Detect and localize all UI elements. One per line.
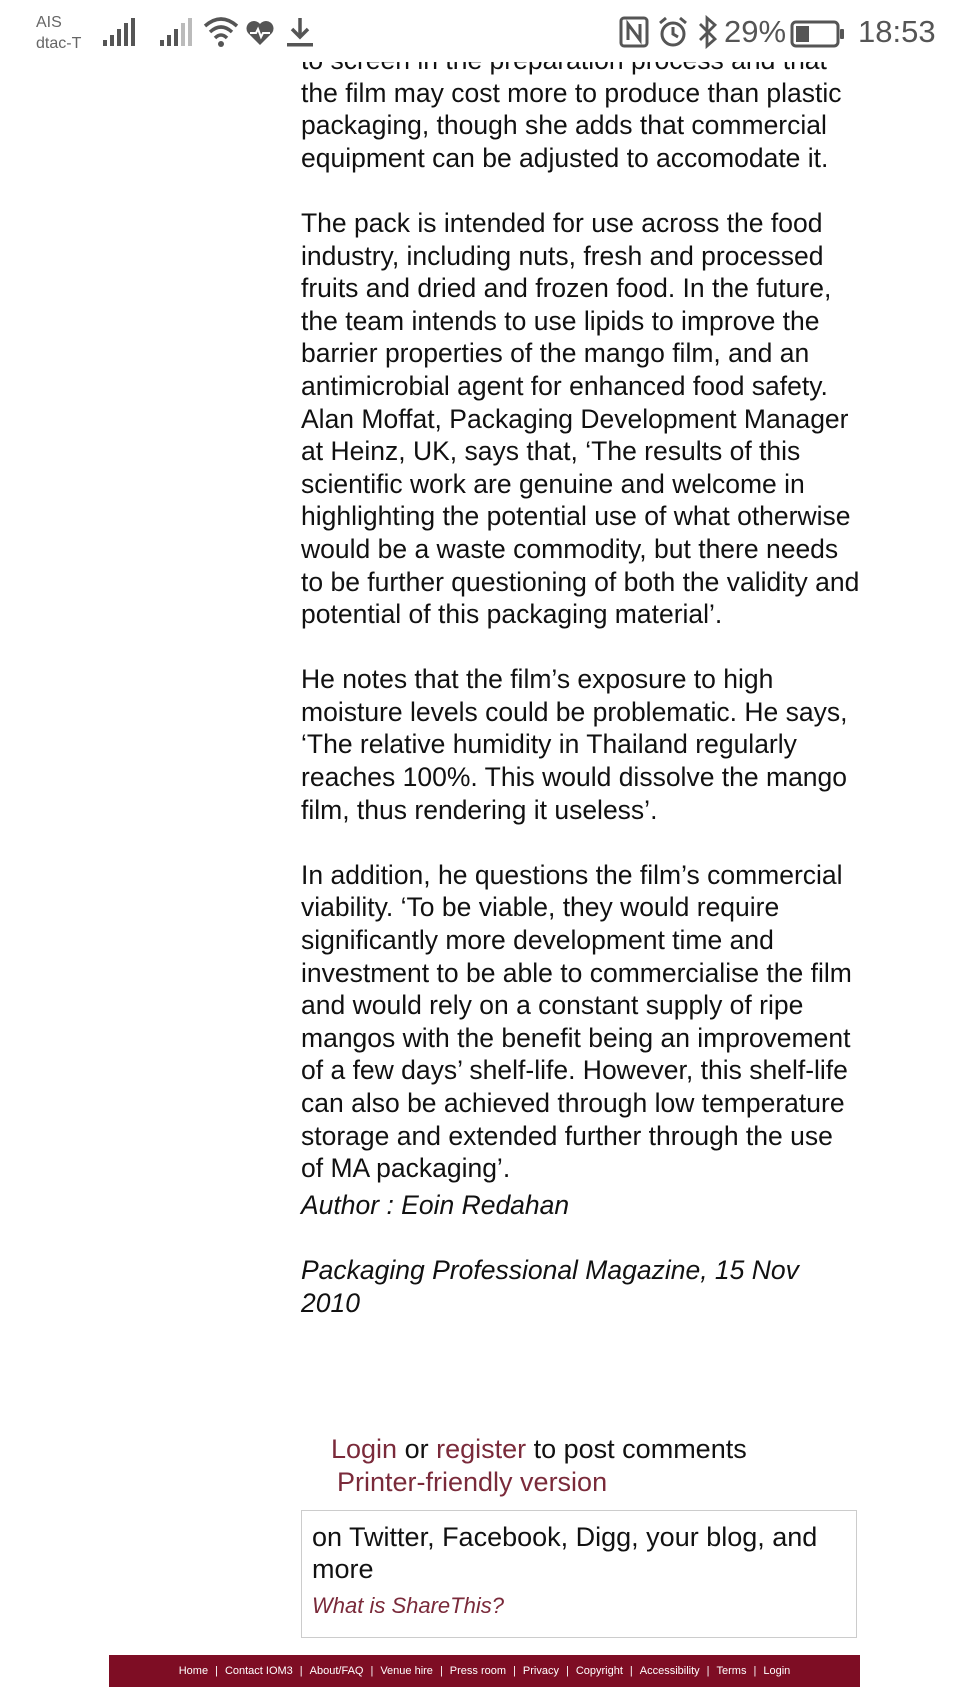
- article-author: Author : Eoin Redahan: [301, 1189, 570, 1220]
- printer-friendly: [337, 1466, 607, 1499]
- carrier-label: [36, 12, 81, 54]
- sharethis-box: [301, 1510, 857, 1638]
- login-link[interactable]: Login: [331, 1434, 398, 1464]
- footer-link-contact[interactable]: Contact IOM3: [224, 1665, 293, 1677]
- article-source: Packaging Professional Magazine, 15 Nov 2010: [301, 1254, 799, 1318]
- footer-separator: |: [565, 1665, 569, 1677]
- signal-weak-icon: [160, 18, 194, 46]
- footer-nav: [109, 1655, 860, 1687]
- footer-link-accessibility[interactable]: Accessibility: [639, 1665, 700, 1677]
- heart-icon: [245, 20, 275, 46]
- nfc-icon: [619, 16, 649, 48]
- alarm-icon: [657, 16, 689, 48]
- post-comments-text: to post comments: [526, 1434, 747, 1464]
- footer-link-privacy[interactable]: Privacy: [522, 1665, 559, 1677]
- footer-separator: |: [439, 1665, 443, 1677]
- what-is-sharethis-link[interactable]: What is ShareThis?: [312, 1593, 504, 1618]
- article-paragraph: the film may cost more to produce than plastic packaging, though she adds that commercial equipment can be adjusted to accomodate it.: [301, 77, 842, 173]
- footer-separator: |: [215, 1665, 218, 1677]
- footer-separator: |: [629, 1665, 633, 1677]
- status-bar: [0, 0, 960, 62]
- download-icon: [285, 16, 315, 48]
- footer-link-about[interactable]: About/FAQ: [309, 1665, 364, 1677]
- register-link[interactable]: register: [436, 1434, 527, 1464]
- battery-icon: [790, 20, 846, 48]
- footer-link-venue-hire[interactable]: Venue hire: [380, 1665, 433, 1677]
- footer-separator: |: [513, 1665, 516, 1677]
- footer-link-terms[interactable]: Terms: [716, 1665, 747, 1677]
- clock: 18:53: [858, 14, 936, 49]
- battery-percent: 29%: [724, 14, 787, 49]
- footer-separator: |: [370, 1665, 374, 1677]
- article-paragraph: He notes that the film’s exposure to high moisture levels could be problematic. He says, ‘The relative humidity in Thailand regularly reaches 100%. This would dissolve the mango film, thus rendering it useless’.: [301, 664, 848, 825]
- article-paragraph: In addition, he questions the film’s commercial viability. ‘To be viable, they would require significantly more development time and investment to be able to commercialise the film and would rely on a constant supply of ripe mangos with the benefit being an improvement of a few days’ shelf-life. However, this shelf-life can also be achieved through low temperature storage and extended further through the use of MA packaging’.: [301, 859, 852, 1184]
- carrier-line-2: dtac-T: [36, 35, 82, 52]
- comment-links: [331, 1433, 747, 1466]
- share-text: on Twitter, Facebook, Digg, your blog, and more: [312, 1522, 818, 1584]
- footer-separator: |: [753, 1665, 757, 1677]
- footer-separator: |: [299, 1665, 303, 1677]
- signal-icon: [103, 18, 137, 46]
- footer-link-press-room[interactable]: Press room: [449, 1665, 507, 1677]
- footer-link-login[interactable]: Login: [763, 1665, 791, 1677]
- wifi-icon: [203, 16, 239, 48]
- footer-separator: |: [706, 1665, 710, 1677]
- carrier-line-1: AIS: [36, 14, 62, 31]
- printer-friendly-link[interactable]: Printer-friendly version: [337, 1467, 608, 1497]
- article-body: [301, 44, 861, 1352]
- or-text: or: [397, 1434, 437, 1464]
- footer-link-home[interactable]: Home: [178, 1665, 209, 1677]
- bluetooth-icon: [697, 15, 719, 49]
- article-paragraph: The pack is intended for use across the food industry, including nuts, fresh and processed fruits and dried and frozen food. In the future, the team intends to use lipids to improve the barrier properties of the mango film, and an antimicrobial agent for enhanced food safety. Alan Moffat, Packaging Development Manager at Heinz, UK, says that, ‘The results of this scientific work are genuine and welcome in highlighting the potential use of what otherwise would be a waste commodity, but there needs to be further questioning of both the validity and potential of this packaging material’.: [301, 207, 860, 630]
- footer-link-copyright[interactable]: Copyright: [575, 1665, 623, 1677]
